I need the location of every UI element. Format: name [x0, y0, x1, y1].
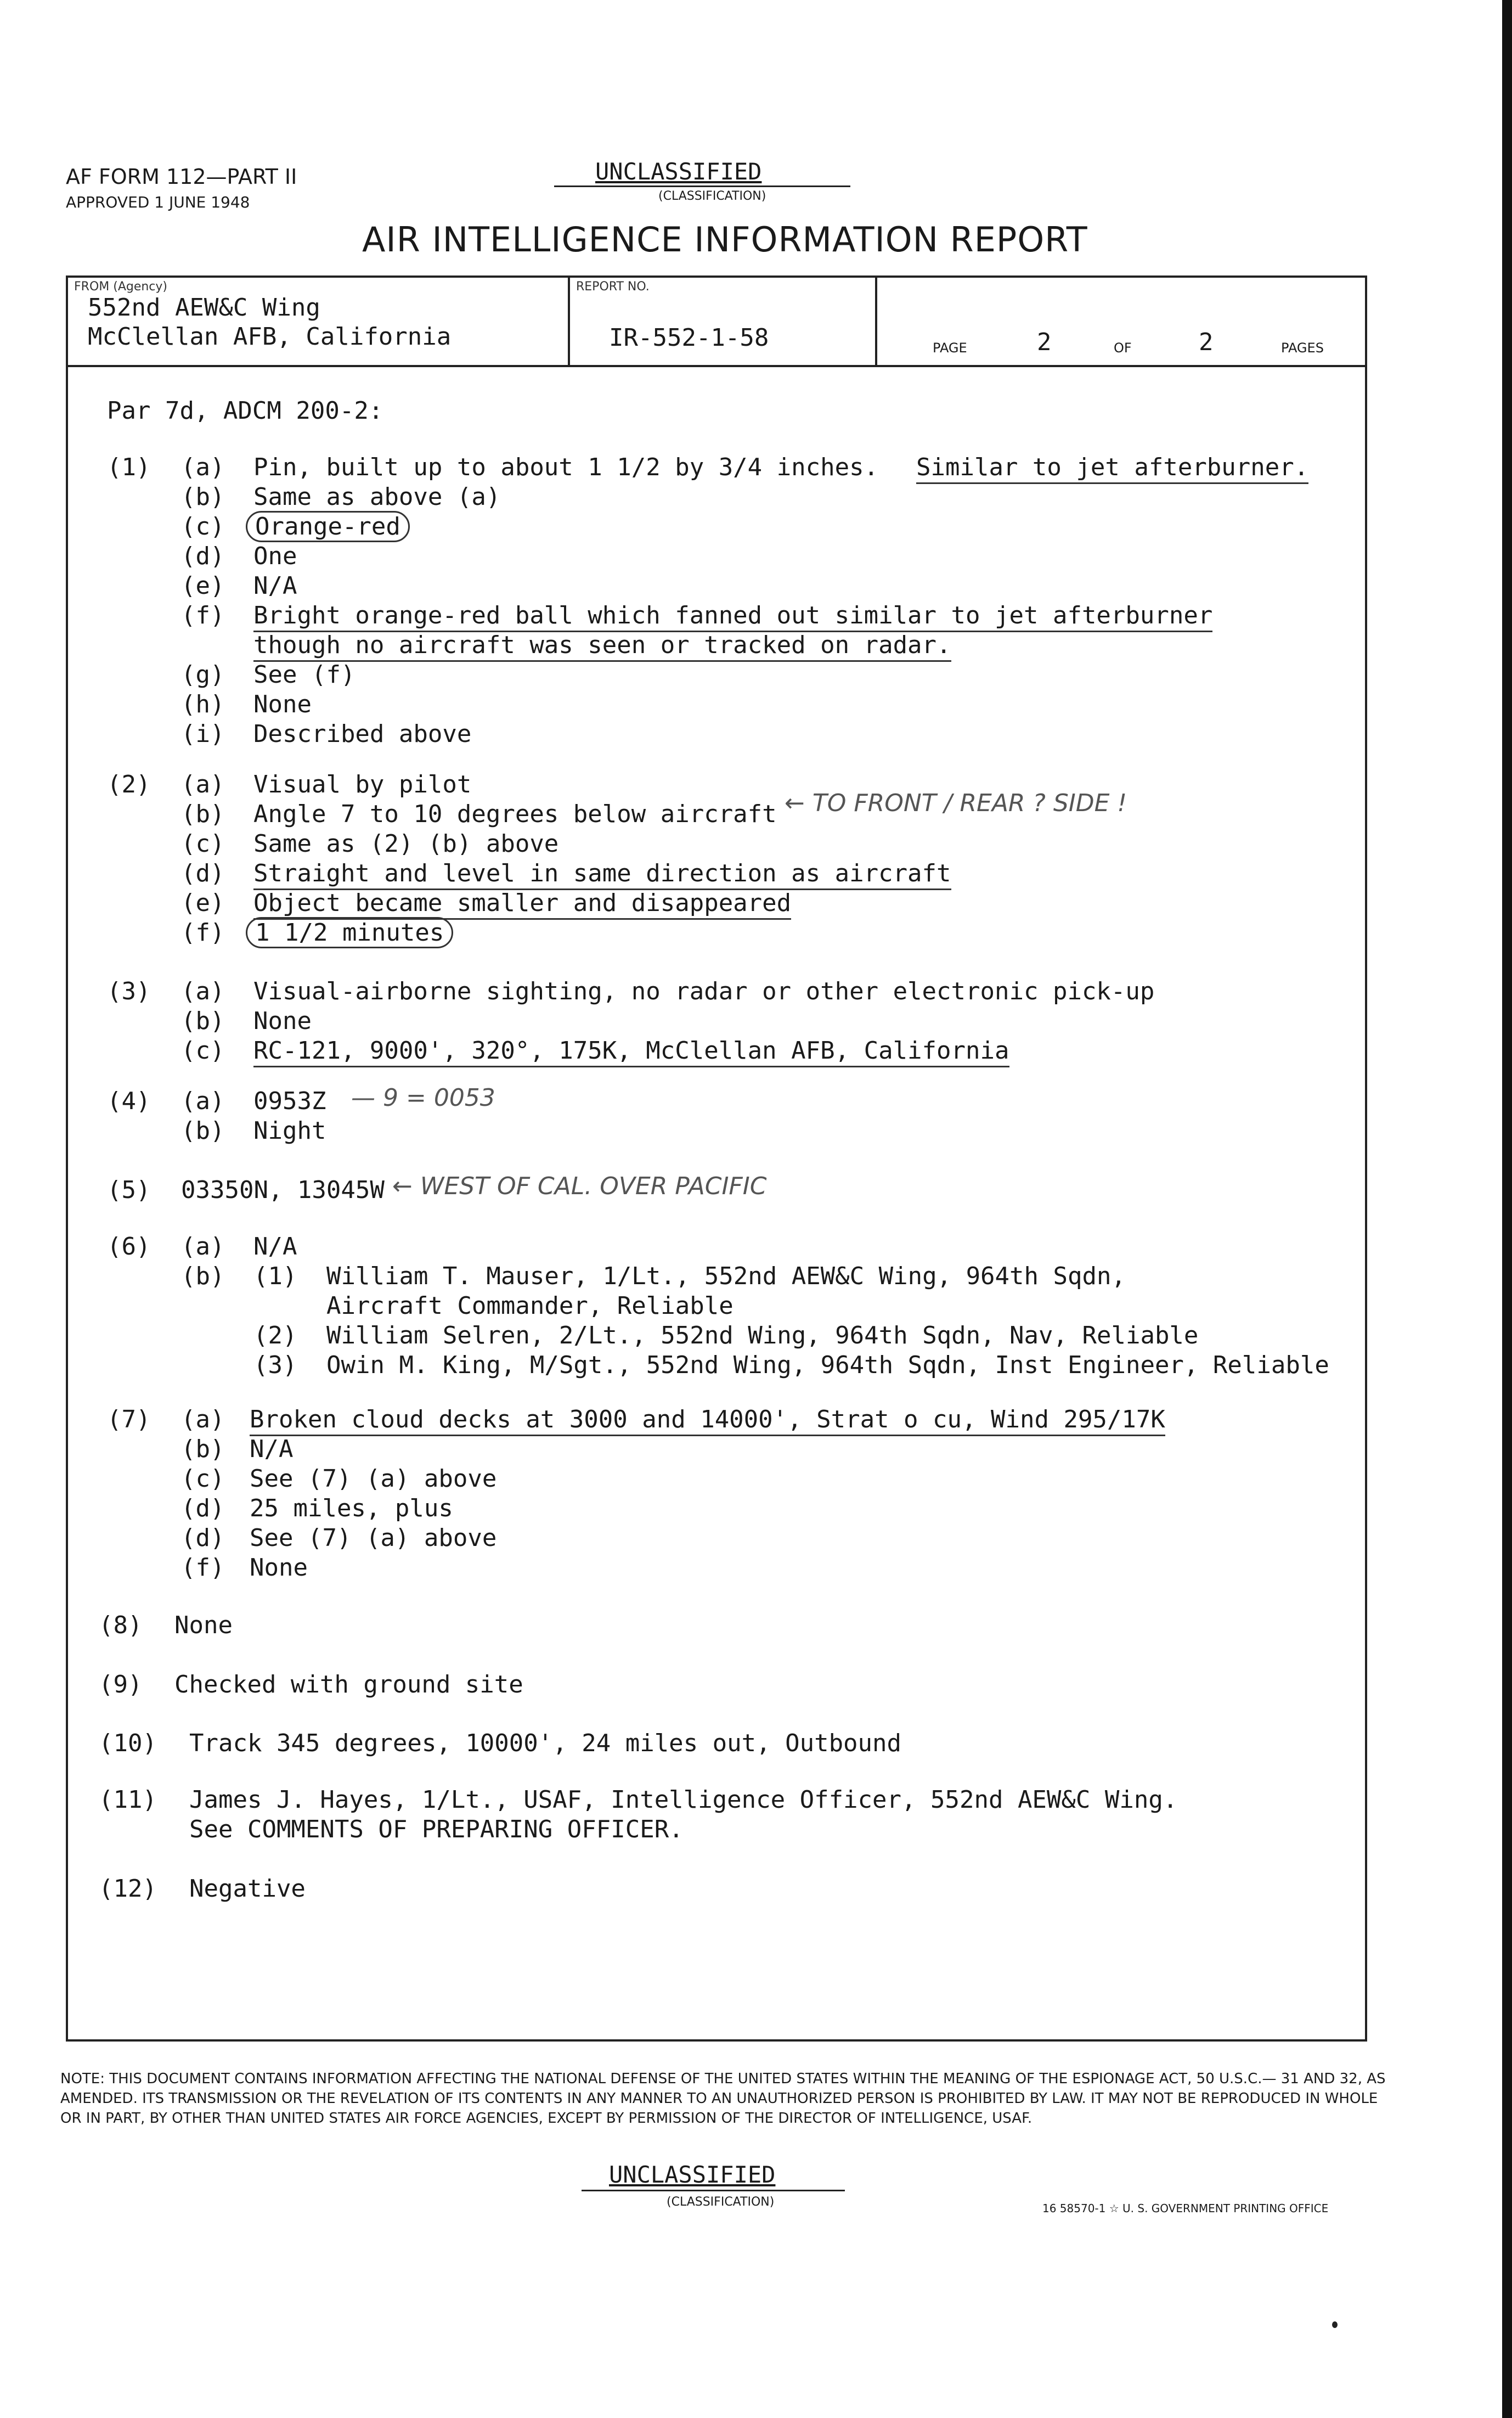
- s6-num: (6): [107, 1233, 151, 1261]
- printing-office-code: 16 58570-1 ☆ U. S. GOVERNMENT PRINTING OFFICE: [1042, 2202, 1329, 2215]
- s9-text: Checked with ground site: [174, 1671, 523, 1699]
- s6-w1-key: (1): [253, 1262, 297, 1290]
- s4-a-key: (a): [181, 1087, 225, 1115]
- s3-num: (3): [107, 977, 151, 1005]
- s1-c-key: (c): [181, 513, 225, 541]
- s1-a: Pin, built up to about 1 1/2 by 3/4 inches.: [253, 453, 879, 481]
- s1-h: None: [253, 690, 312, 718]
- s6-b-key: (b): [181, 1262, 225, 1290]
- s2-f-key: (f): [181, 919, 225, 947]
- s10-num: (10): [99, 1729, 157, 1757]
- s7-d-key: (d): [181, 1494, 225, 1522]
- annotation-front-rear: ← TO FRONT / REAR ? SIDE !: [785, 789, 1127, 817]
- s6-w3-key: (3): [253, 1351, 297, 1379]
- s7-e: See (7) (a) above: [250, 1524, 497, 1552]
- page-number: 2: [1037, 328, 1052, 356]
- classification-label-top: (CLASSIFICATION): [658, 189, 766, 203]
- s11-text: James J. Hayes, 1/Lt., USAF, Intelligence Officer, 552nd AEW&C Wing.: [189, 1786, 1178, 1814]
- s6-w1b: Aircraft Commander, Reliable: [326, 1292, 734, 1320]
- s1-i-key: (i): [181, 720, 225, 748]
- pages-label: PAGES: [1281, 340, 1324, 356]
- s2-f: 1 1/2 minutes: [246, 918, 453, 948]
- classification-bottom: UNCLASSIFIED: [609, 2161, 776, 2188]
- s7-c: See (7) (a) above: [250, 1465, 497, 1493]
- s1-h-key: (h): [181, 690, 225, 718]
- s1-g: See (f): [253, 661, 356, 689]
- s7-d: 25 miles, plus: [250, 1494, 453, 1522]
- s1-c: Orange-red: [246, 512, 410, 542]
- s4-num: (4): [107, 1087, 151, 1115]
- s7-e-key: (d): [181, 1524, 225, 1552]
- s6-a: N/A: [253, 1233, 297, 1261]
- s6-w3: Owin M. King, M/Sgt., 552nd Wing, 964th Sqdn, Inst Engineer, Reliable: [326, 1351, 1329, 1379]
- s3-a: Visual-airborne sighting, no radar or other electronic pick-up: [253, 977, 1155, 1005]
- from-agency-line1: 552nd AEW&C Wing: [88, 294, 320, 322]
- annotation-location: ← WEST OF CAL. OVER PACIFIC: [392, 1172, 767, 1200]
- s4-a: 0953Z: [253, 1087, 326, 1115]
- s2-b-key: (b): [181, 800, 225, 828]
- s8-text: None: [174, 1611, 233, 1639]
- s3-c-key: (c): [181, 1037, 225, 1065]
- s1-d: One: [253, 542, 297, 570]
- s1-e-key: (e): [181, 572, 225, 600]
- s7-num: (7): [107, 1405, 151, 1433]
- s2-c: Same as (2) (b) above: [253, 830, 559, 858]
- s1-f2: though no aircraft was seen or tracked on radar.: [253, 631, 951, 660]
- s6-a-key: (a): [181, 1233, 225, 1261]
- classification-top: UNCLASSIFIED: [595, 158, 762, 185]
- annotation-time-calc: — 9 = 0053: [351, 1084, 495, 1112]
- s10-text: Track 345 degrees, 10000', 24 miles out, Outbound: [189, 1729, 902, 1757]
- report-title: AIR INTELLIGENCE INFORMATION REPORT: [362, 220, 1088, 260]
- s7-f: None: [250, 1554, 308, 1582]
- s1-a-key: (a): [181, 453, 225, 481]
- classification-label-bottom: (CLASSIFICATION): [667, 2195, 775, 2209]
- s6-w1: William T. Mauser, 1/Lt., 552nd AEW&C Wing, 964th Sqdn,: [326, 1262, 1126, 1290]
- s1-e: N/A: [253, 572, 297, 600]
- form-id: AF FORM 112—PART II: [66, 165, 297, 189]
- s1-f-key: (f): [181, 601, 225, 629]
- s7-f-key: (f): [181, 1554, 225, 1582]
- report-number: IR-552-1-58: [609, 324, 769, 352]
- s1-d-key: (d): [181, 542, 225, 570]
- total-pages: 2: [1199, 328, 1214, 356]
- s11-num: (11): [99, 1786, 157, 1814]
- s8-num: (8): [99, 1611, 143, 1639]
- s2-c-key: (c): [181, 830, 225, 858]
- s2-e-key: (e): [181, 889, 225, 917]
- s1-g-key: (g): [181, 661, 225, 689]
- s3-b: None: [253, 1007, 312, 1035]
- scan-edge: [1502, 0, 1512, 2418]
- s2-d-key: (d): [181, 859, 225, 887]
- header-col-divider-2: [875, 275, 877, 366]
- s4-b-key: (b): [181, 1117, 225, 1145]
- classification-rule-bottom: [582, 2190, 845, 2191]
- s7-a: Broken cloud decks at 3000 and 14000', Strat o cu, Wind 295/17K: [250, 1405, 1165, 1435]
- form-approved: APPROVED 1 JUNE 1948: [66, 193, 250, 211]
- s2-b: Angle 7 to 10 degrees below aircraft: [253, 800, 777, 828]
- s3-b-key: (b): [181, 1007, 225, 1035]
- s7-c-key: (c): [181, 1465, 225, 1493]
- s1-f: Bright orange-red ball which fanned out similar to jet afterburner: [253, 601, 1212, 631]
- s7-b: N/A: [250, 1435, 294, 1463]
- s3-c: RC-121, 9000', 320°, 175K, McClellan AFB, California: [253, 1036, 1009, 1066]
- s1-a2: Similar to jet afterburner.: [916, 453, 1308, 482]
- from-label: FROM (Agency): [74, 280, 168, 294]
- s2-a-key: (a): [181, 771, 225, 798]
- classification-rule: [554, 185, 850, 187]
- header-divider: [66, 365, 1367, 367]
- report-no-label: REPORT NO.: [576, 280, 650, 294]
- header-col-divider-1: [568, 275, 570, 366]
- s9-num: (9): [99, 1671, 143, 1699]
- s2-a: Visual by pilot: [253, 771, 472, 798]
- s6-w2: William Selren, 2/Lt., 552nd Wing, 964th Sqdn, Nav, Reliable: [326, 1322, 1199, 1349]
- s1-b-key: (b): [181, 483, 225, 511]
- s3-a-key: (a): [181, 977, 225, 1005]
- s2-num: (2): [107, 771, 151, 798]
- intro-line: Par 7d, ADCM 200-2:: [107, 397, 383, 425]
- of-label: OF: [1114, 340, 1132, 356]
- s7-a-key: (a): [181, 1405, 225, 1433]
- s7-b-key: (b): [181, 1435, 225, 1463]
- s12-text: Negative: [189, 1875, 306, 1903]
- s6-w2-key: (2): [253, 1322, 297, 1349]
- s12-num: (12): [99, 1875, 157, 1903]
- page-label: PAGE: [933, 340, 967, 356]
- s1-num: (1): [107, 453, 151, 481]
- s1-b: Same as above (a): [253, 483, 501, 511]
- from-agency-line2: McClellan AFB, California: [88, 323, 452, 351]
- s1-i: Described above: [253, 720, 472, 748]
- espionage-act-notice: NOTE: THIS DOCUMENT CONTAINS INFORMATION AFFECTING THE NATIONAL DEFENSE OF THE UNITED STATES WITHIN THE MEANING OF THE ESPIONAGE ACT, 50 U.S.C.— 31 AND 32, AS AMENDED. ITS TRANSMISSION OR THE REVELATION OF ITS CONTENTS IN ANY MANNER TO AN UNAUTHORIZED PERSON IS PROHIBITED BY LAW. IT MAY NOT BE REPRODUCED IN WHOLE OR IN PART, BY OTHER THAN UNITED STATES AIR FORCE AGENCIES, EXCEPT BY PERMISSION OF THE DIRECTOR OF INTELLIGENCE, USAF.: [60, 2071, 1386, 2127]
- s5-num: (5): [107, 1176, 151, 1204]
- s2-d: Straight and level in same direction as aircraft: [253, 859, 951, 889]
- scan-speck: [1332, 2321, 1338, 2328]
- s5-text: 03350N, 13045W: [181, 1176, 385, 1204]
- s4-b: Night: [253, 1117, 326, 1145]
- s11-text2: See COMMENTS OF PREPARING OFFICER.: [189, 1815, 684, 1843]
- s2-e: Object became smaller and disappeared: [253, 889, 791, 918]
